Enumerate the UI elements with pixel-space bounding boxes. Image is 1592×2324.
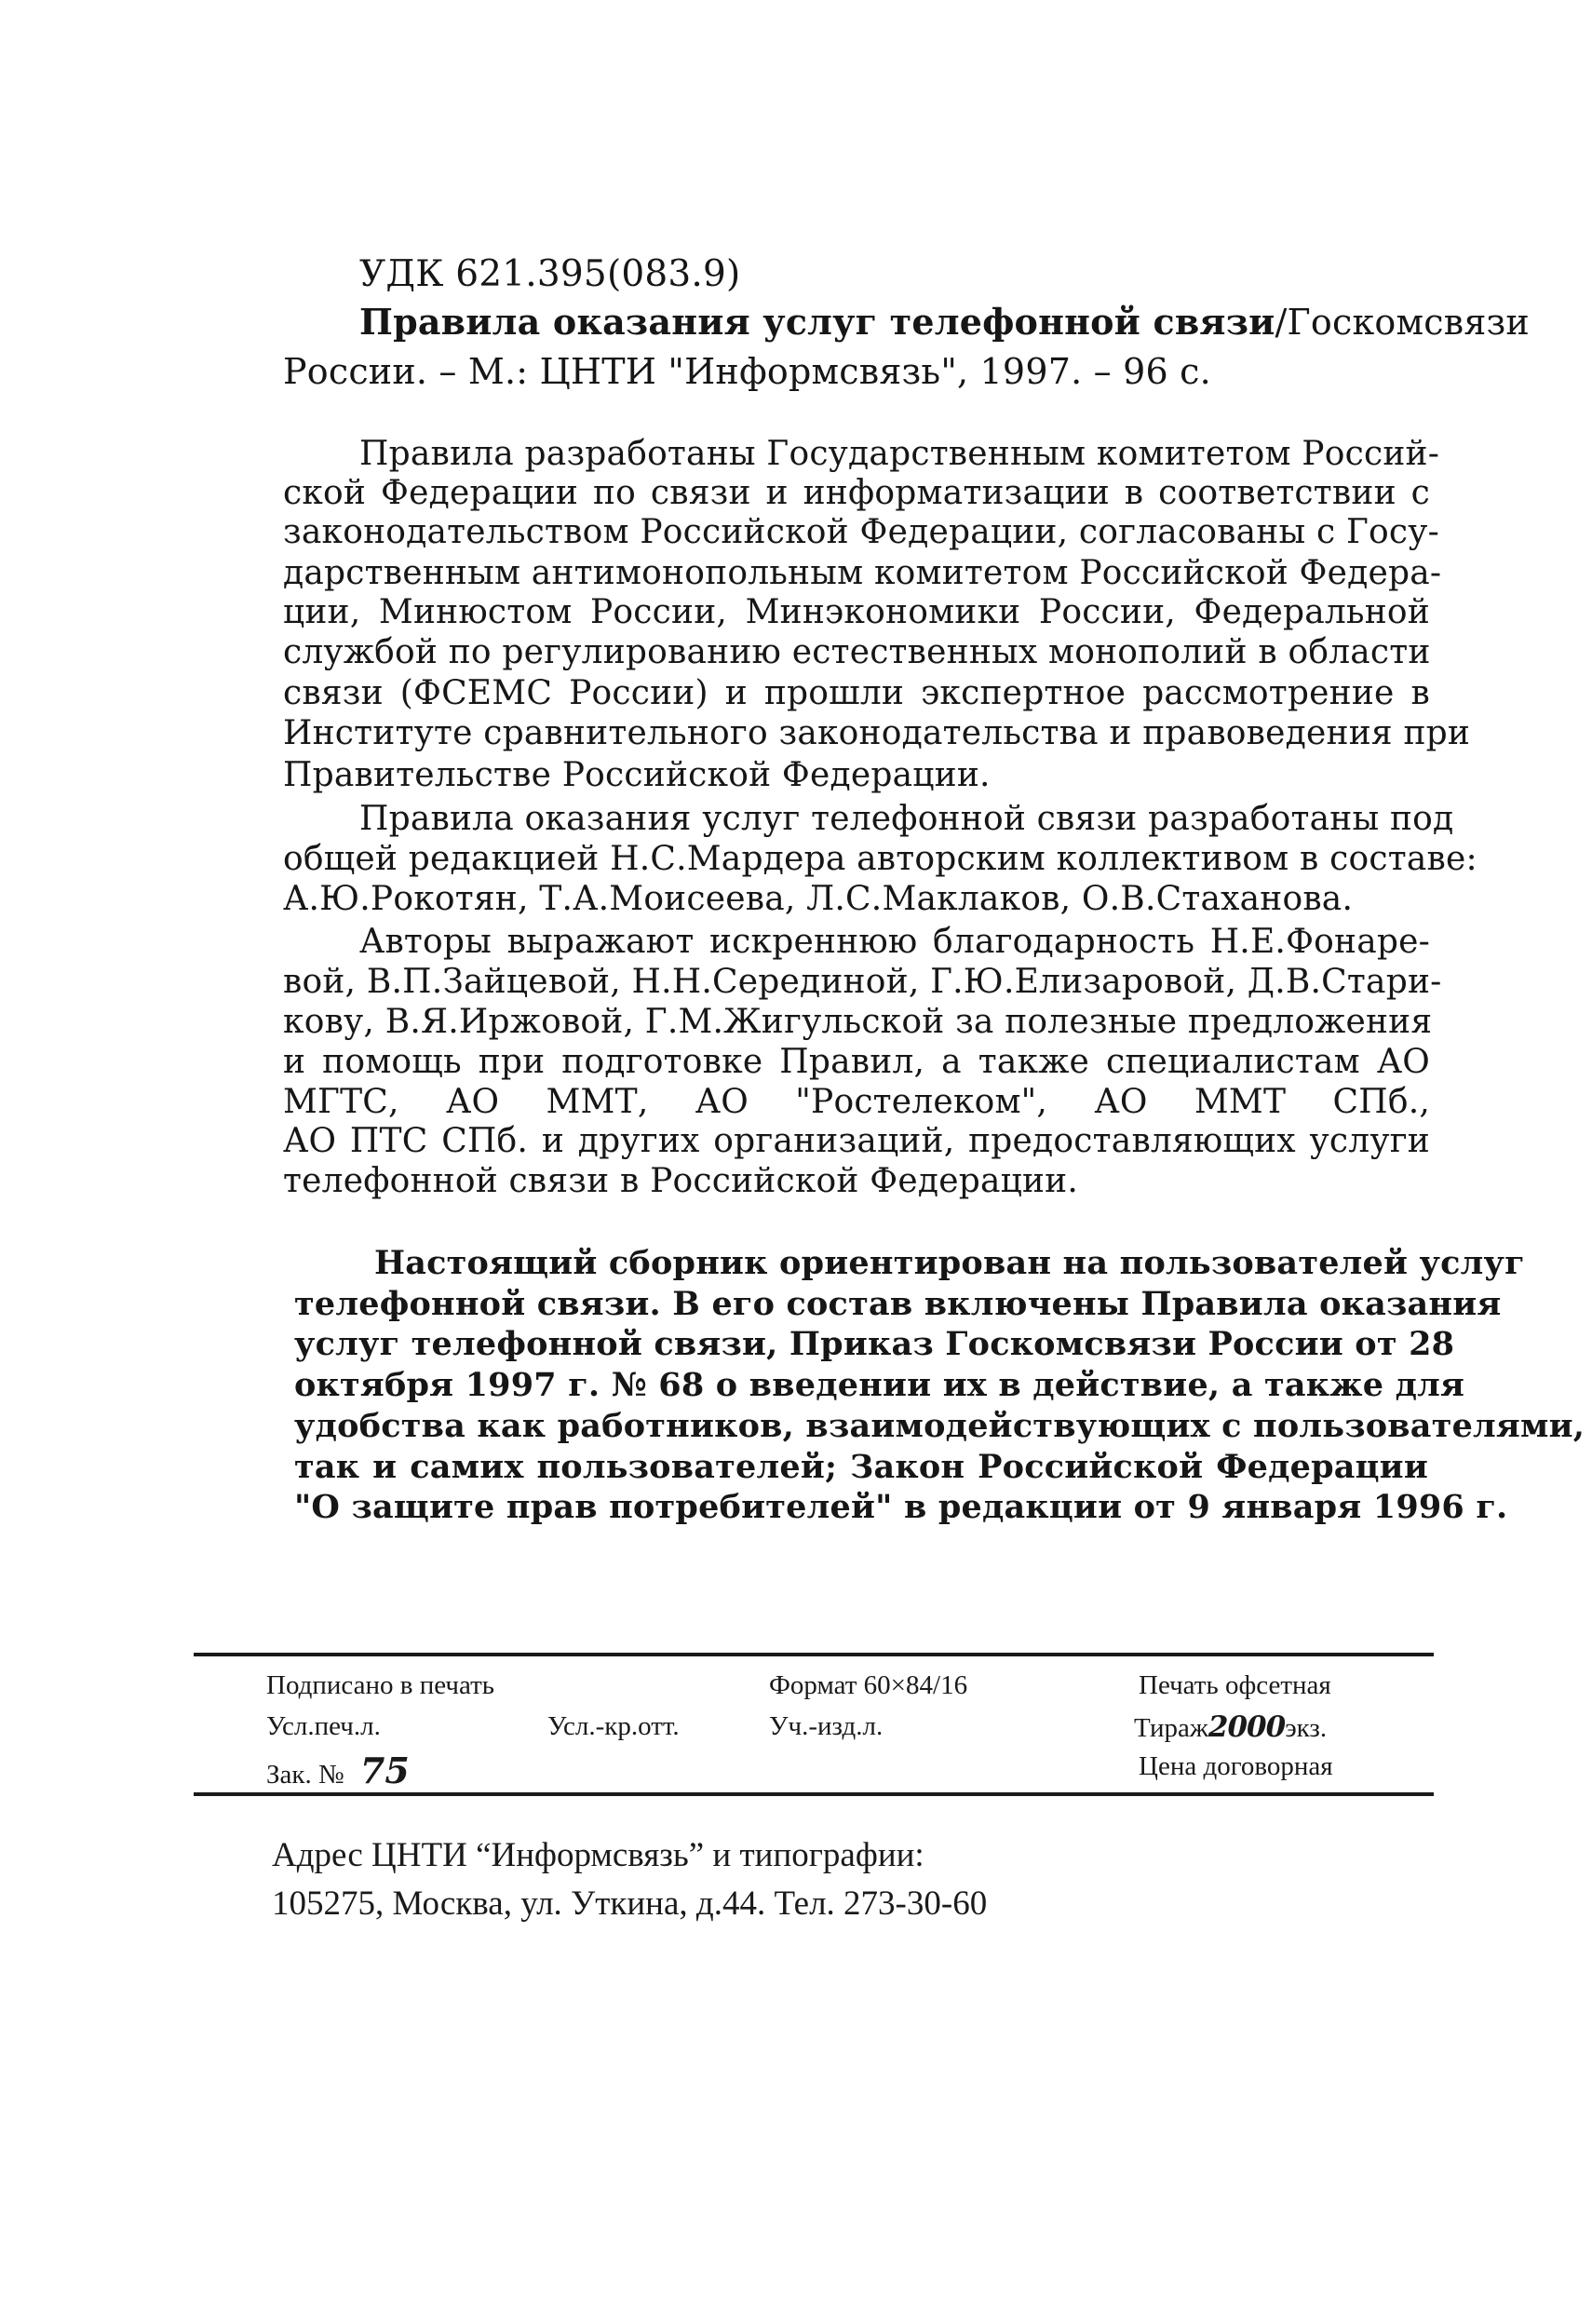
note-line: октября 1997 г. № 68 о введении их в действие, а также для <box>294 1366 1465 1404</box>
note-line: телефонной связи. В его состав включены Правила оказания <box>294 1285 1502 1323</box>
note-line: так и самих пользователей; Закон Российской Федерации <box>294 1448 1428 1486</box>
note-line: "О защите прав потребителей" в редакции от 9 января 1996 г. <box>294 1488 1508 1526</box>
publisher-address-title: Адрес ЦНТИ “Информсвязь” и типографии: <box>272 1836 924 1874</box>
paper-format: Формат 60×84/16 <box>769 1670 968 1700</box>
print-run-suffix: экз. <box>1285 1713 1328 1743</box>
abstract-line: Правила оказания услуг телефонной связи разработаны под <box>359 800 1454 838</box>
abstract-line: А.Ю.Рокотян, Т.А.Моисеева, Л.С.Маклаков, О.В.Стаханова. <box>283 880 1354 918</box>
abstract-line: законодательством Российской Федерации, согласованы с Госу- <box>283 513 1440 551</box>
price: Цена договорная <box>1139 1751 1333 1781</box>
abstract-line: вой, В.П.Зайцевой, Н.Н.Серединой, Г.Ю.Елизаровой, Д.В.Стари- <box>283 963 1442 1001</box>
abstract-line: дарственным антимонопольным комитетом Российской Федера- <box>283 554 1442 592</box>
order-label: Зак. № <box>266 1760 344 1790</box>
abstract-line: связи (ФСЕМС России) и прошли экспертное рассмотрение в <box>283 674 1430 712</box>
printed-sheets: Усл.печ.л. <box>266 1711 381 1741</box>
print-run-label: Тираж <box>1134 1713 1208 1743</box>
print-run <box>1134 1710 1328 1744</box>
abstract-line: Правила разработаны Государственным комитетом Россий- <box>359 435 1440 473</box>
abstract-line: МГТС, АО ММТ, АО "Ростелеком", АО ММТ СПб., <box>283 1083 1430 1121</box>
abstract-line: и помощь при подготовке Правил, а также специалистам АО <box>283 1043 1430 1081</box>
abstract-line: Институте сравнительного законодательства и правоведения при <box>283 714 1471 752</box>
abstract-line: телефонной связи в Российской Федерации. <box>283 1162 1078 1200</box>
bibliographic-imprint: России. – М.: ЦНТИ "Информсвязь", 1997. – 96 с. <box>283 351 1211 392</box>
print-run-handwritten: 2000 <box>1207 1710 1286 1744</box>
order-handwritten: 75 <box>359 1750 410 1791</box>
title-publisher: /Госкомсвязи <box>1275 302 1530 343</box>
document-title <box>359 301 1530 343</box>
title-bold: Правила оказания услуг телефонной связи <box>359 301 1275 343</box>
udk-code: УДК 621.395(083.9) <box>359 253 741 295</box>
imprint-top-rule <box>194 1653 1434 1656</box>
order-number <box>266 1750 410 1791</box>
publisher-address: 105275, Москва, ул. Уткина, д.44. Тел. 273-30-60 <box>272 1885 988 1923</box>
abstract-line: ской Федерации по связи и информатизации в соответствии с <box>283 474 1430 512</box>
abstract-line: Авторы выражают искреннюю благодарность Н.Е.Фонаре- <box>359 923 1430 961</box>
abstract-line: общей редакцией Н.С.Мардера авторским коллективом в составе: <box>283 840 1477 878</box>
note-line: Настоящий сборник ориентирован на пользователей услуг <box>374 1244 1525 1282</box>
signed-for-print: Подписано в печать <box>266 1670 494 1700</box>
abstract-line: ции, Минюстом России, Минэкономики России, Федеральной <box>283 593 1430 631</box>
abstract-line: службой по регулированию естественных монополий в области <box>283 633 1431 671</box>
abstract-line: кову, В.Я.Иржовой, Г.М.Жигульской за полезные предложения <box>283 1003 1433 1041</box>
abstract-line: АО ПТС СПб. и других организаций, предоставляющих услуги <box>283 1122 1430 1160</box>
imprint-bottom-rule <box>194 1792 1434 1796</box>
abstract-line: Правительстве Российской Федерации. <box>283 756 991 794</box>
color-prints: Усл.-кр.отт. <box>547 1711 680 1741</box>
note-line: удобства как работников, взаимодействующих с пользователями, <box>294 1407 1585 1445</box>
publisher-sheets: Уч.-изд.л. <box>769 1711 884 1741</box>
print-type: Печать офсетная <box>1139 1670 1331 1700</box>
note-line: услуг телефонной связи, Приказ Госкомсвязи России от 28 <box>294 1325 1455 1363</box>
